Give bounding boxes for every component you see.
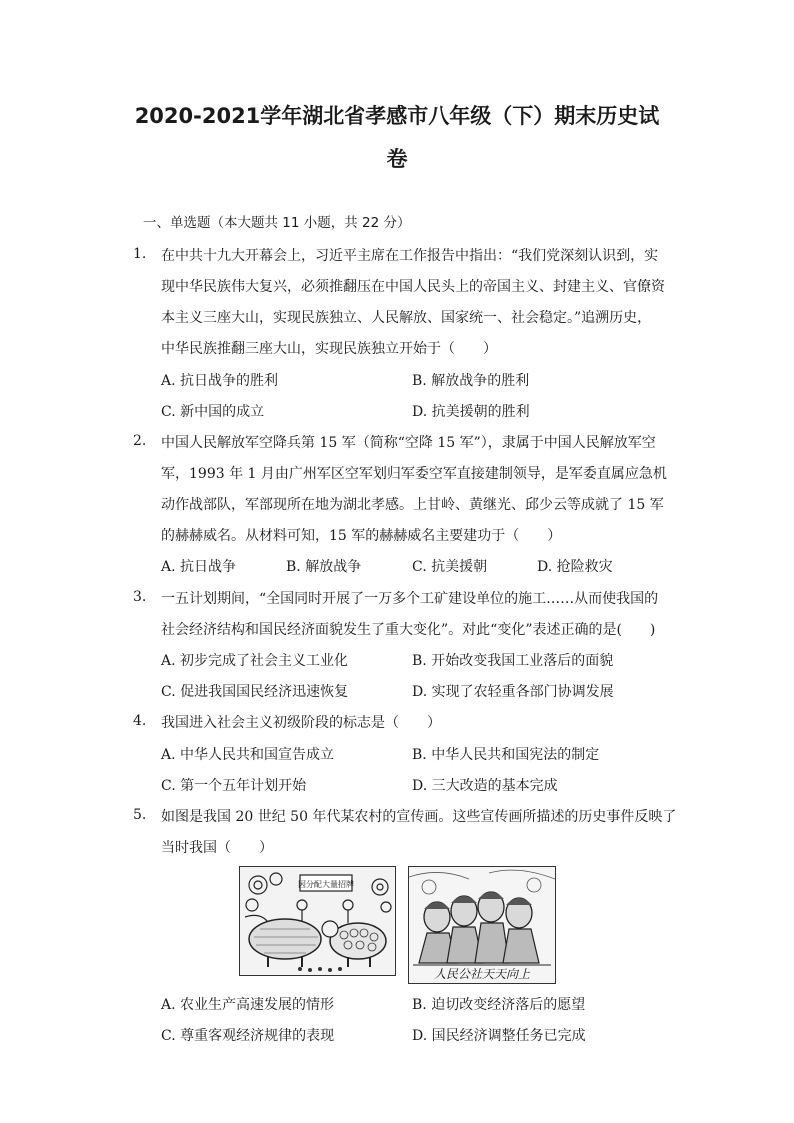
section-heading: 一、单选题（本大题共 11 小题，共 22 分）	[143, 215, 411, 231]
option-d: D. 实现了农轻重各部门协调发展	[412, 684, 614, 700]
question-text-line: 的赫赫威名。从材料可知，15 军的赫赫威名主要建功于（ ）	[161, 528, 562, 544]
option-d: D. 抢险救灾	[537, 559, 613, 575]
question-number: 2.	[133, 433, 147, 449]
question-text-line: 如图是我国 20 世纪 50 年代某农村的宣传画。这些宣传画所描述的历史事件反映了	[161, 809, 677, 825]
option-b: B. 开始改变我国工业落后的面貌	[412, 653, 614, 669]
option-a: A. 农业生产高速发展的情形	[161, 997, 335, 1013]
propaganda-poster-right	[408, 866, 556, 984]
poster-people-illustration	[409, 867, 555, 983]
question-text-line: 在中共十九大开幕会上，习近平主席在工作报告中指出：“我们党深刻认识到，实	[161, 248, 659, 264]
option-c: C. 抗美援朝	[412, 559, 488, 575]
option-a: A. 初步完成了社会主义工业化	[161, 653, 349, 669]
question-text-line: 社会经济结构和国民经济面貌发生了重大变化”。对此“变化”表述正确的是( )	[161, 622, 656, 638]
option-c: C. 第一个五年计划开始	[161, 778, 307, 794]
question-text-line: 一五计划期间，“全国同时开展了一万多个工矿建设单位的施工……从而使我国的	[161, 591, 659, 607]
poster-banner-text: 因分配大量招牌	[298, 880, 354, 889]
question-text-line: 军，1993 年 1 月由广州军区空军划归军委空军直接建制领导，是军委直属应急机	[161, 466, 667, 482]
option-a: A. 中华人民共和国宣告成立	[161, 747, 335, 763]
page-title-line-1: 2020-2021学年湖北省孝感市八年级（下）期末历史试	[134, 104, 660, 128]
option-a: A. 抗日战争的胜利	[161, 373, 279, 389]
option-c: C. 尊重客观经济规律的表现	[161, 1028, 335, 1044]
question-text-line: 动作战部队，军部现所在地为湖北孝感。上甘岭、黄继光、邱少云等成就了 15 军	[161, 497, 664, 513]
question-text-line: 本主义三座大山，实现民族独立、人民解放、国家统一、社会稳定。”追溯历史，	[161, 310, 652, 326]
poster-caption-text: 人民公社天天向上	[433, 967, 531, 981]
question-text-line: 当时我国（ ）	[161, 840, 273, 856]
question-number: 1.	[133, 246, 147, 262]
option-d: D. 国民经济调整任务已完成	[412, 1028, 586, 1044]
poster-livestock-illustration	[240, 867, 395, 975]
option-a: A. 抗日战争	[161, 559, 237, 575]
option-b: B. 中华人民共和国宪法的制定	[412, 747, 600, 763]
option-b: B. 解放战争的胜利	[412, 373, 530, 389]
question-text-line: 中华民族推翻三座大山，实现民族独立开始于（ ）	[161, 341, 497, 357]
page-title-line-2: 卷	[386, 147, 408, 171]
question-text-line: 中国人民解放军空降兵第 15 军（简称“空降 15 军”），隶属于中国人民解放军空	[161, 435, 656, 451]
question-text-line: 我国进入社会主义初级阶段的标志是（ ）	[161, 715, 441, 731]
option-d: D. 抗美援朝的胜利	[412, 404, 530, 420]
question-text-line: 现中华民族伟大复兴，必须推翻压在中国人民头上的帝国主义、封建主义、官僚资	[161, 279, 665, 295]
question-number: 3.	[133, 589, 147, 605]
option-c: C. 新中国的成立	[161, 404, 265, 420]
option-b: B. 迫切改变经济落后的愿望	[412, 997, 586, 1013]
question-number: 4.	[133, 713, 147, 729]
propaganda-poster-left	[239, 866, 396, 976]
option-d: D. 三大改造的基本完成	[412, 778, 558, 794]
option-b: B. 解放战争	[286, 559, 362, 575]
option-c: C. 促进我国国民经济迅速恢复	[161, 684, 349, 700]
question-number: 5.	[133, 807, 147, 823]
